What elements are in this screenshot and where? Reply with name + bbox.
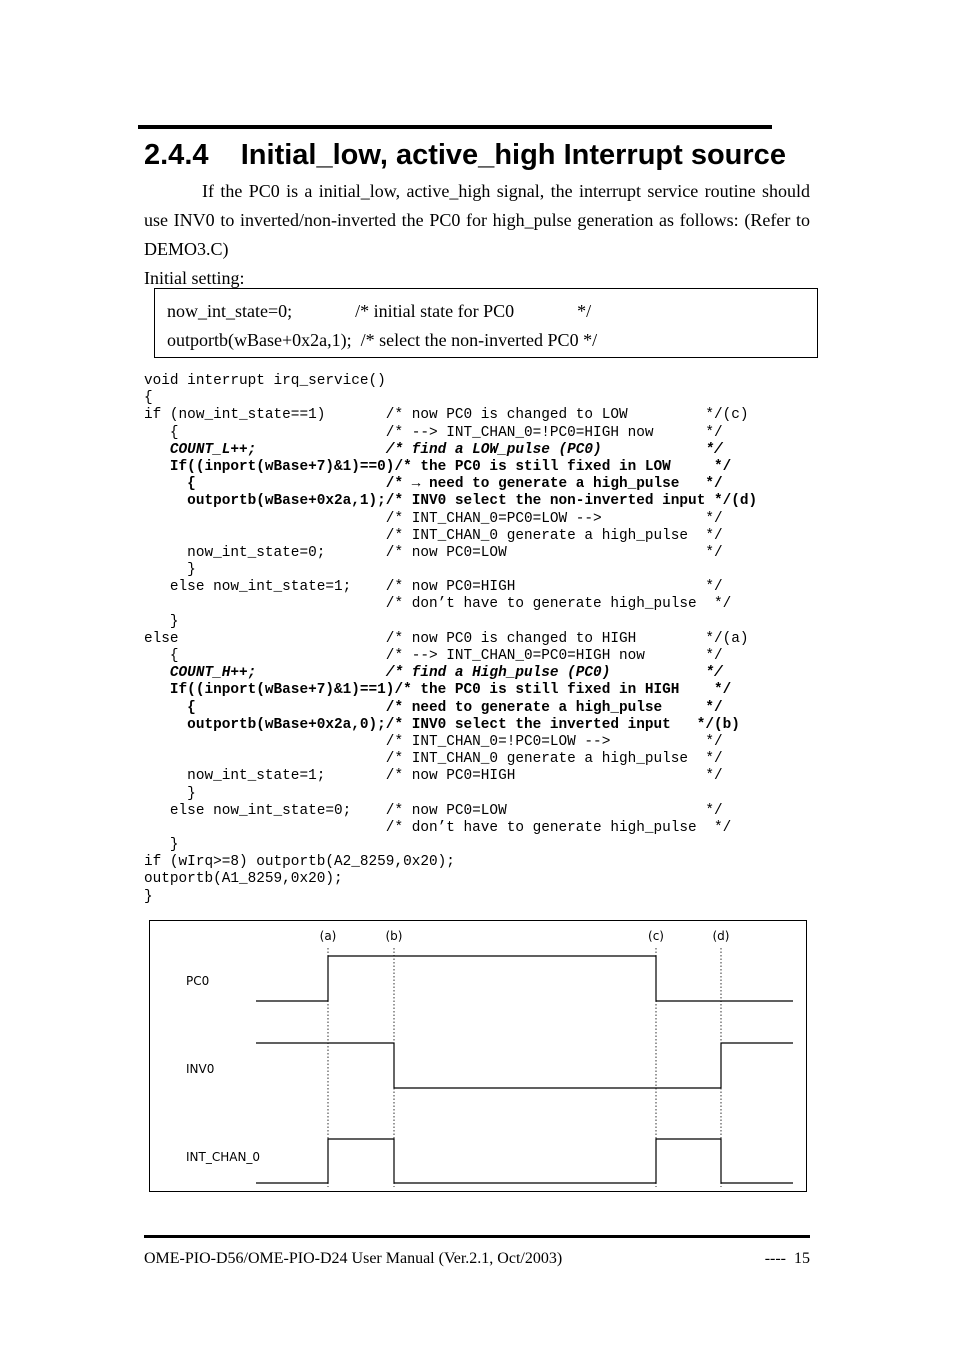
code-line: outportb(wBase+0x2a,0);/* INV0 select the inverted input */(b) [144, 716, 740, 733]
code-line: /* INT_CHAN_0=PC0=LOW --> */ [144, 510, 723, 527]
signal-waveform [256, 956, 793, 1001]
code-line: } [144, 837, 179, 854]
code-line: { /* → need to generate a high_pulse */ [144, 476, 723, 493]
section-number: 2.4.4 [144, 139, 209, 171]
marker-label: (c) [648, 929, 664, 943]
initial-setting-line: now_int_state=0; /* initial state for PC0 */ [167, 301, 592, 321]
code-line: If((inport(wBase+7)&1)==0)/* the PC0 is still fixed in LOW */ [144, 458, 732, 475]
code-line: } [144, 785, 196, 802]
bottom-rule [144, 1235, 810, 1238]
code-line: If((inport(wBase+7)&1)==1)/* the PC0 is still fixed in HIGH */ [144, 682, 732, 699]
code-line: if (wIrq>=8) outportb(A2_8259,0x20); [144, 854, 455, 871]
code-line: /* don’t have to generate high_pulse */ [144, 819, 732, 836]
code-listing [144, 373, 757, 906]
footer-manual-title: OME-PIO-D56/OME-PIO-D24 User Manual (Ver.2.1, Oct/2003) [144, 1250, 563, 1267]
code-line: COUNT_L++; /* find a LOW_pulse (PC0) */ [144, 441, 723, 458]
timing-diagram [149, 920, 807, 1192]
section-heading [144, 139, 786, 172]
code-line: if (now_int_state==1) /* now PC0 is changed to LOW */(c) [144, 407, 749, 424]
code-line: outportb(A1_8259,0x20); [144, 871, 343, 888]
marker-label: (d) [712, 929, 730, 943]
initial-setting-box [154, 288, 818, 358]
signal-waveform [256, 1139, 793, 1183]
signal-label: INV0 [186, 1062, 215, 1076]
footer-page-number: ---- 15 [764, 1250, 810, 1267]
initial-setting-line: outportb(wBase+0x2a,1); /* select the non-inverted PC0 */ [167, 330, 598, 350]
code-line: COUNT_H++; /* find a High_pulse (PC0) */ [144, 665, 723, 682]
marker-label: (b) [385, 929, 403, 943]
initial-setting-label: Initial setting: [144, 268, 245, 288]
code-line: } [144, 888, 153, 905]
signal-label: PC0 [186, 974, 210, 988]
top-rule [138, 125, 772, 129]
code-line: /* don’t have to generate high_pulse */ [144, 596, 732, 613]
code-line: else now_int_state=0; /* now PC0=LOW */ [144, 802, 723, 819]
code-line: else now_int_state=1; /* now PC0=HIGH */ [144, 579, 723, 596]
code-line: /* INT_CHAN_0 generate a high_pulse */ [144, 527, 723, 544]
code-line: now_int_state=0; /* now PC0=LOW */ [144, 544, 723, 561]
code-line: outportb(wBase+0x2a,1);/* INV0 select the non-inverted input */(d) [144, 493, 758, 510]
intro-paragraph: If the PC0 is a initial_low, active_high signal, the interrupt service routine should use INV0 to inverted/non-inverted the PC0 for high_pulse generation as follows: (Refer to DEMO3.C) [144, 181, 810, 259]
code-line: else /* now PC0 is changed to HIGH */(a) [144, 630, 749, 647]
code-line: } [144, 562, 196, 579]
section-title: Initial_low, active_high Interrupt source [240, 139, 786, 171]
code-line: now_int_state=1; /* now PC0=HIGH */ [144, 768, 723, 785]
timing-diagram-canvas [150, 921, 806, 1191]
code-line: /* INT_CHAN_0 generate a high_pulse */ [144, 751, 723, 768]
signal-waveform [256, 1043, 793, 1088]
code-line: { [144, 390, 153, 407]
code-line: { /* need to generate a high_pulse */ [144, 699, 723, 716]
code-line: void interrupt irq_service() [144, 373, 386, 389]
marker-label: (a) [319, 929, 337, 943]
code-line: { /* --> INT_CHAN_0=PC0=HIGH now */ [144, 648, 723, 664]
code-line: } [144, 613, 179, 630]
signal-label: INT_CHAN_0 [186, 1150, 261, 1164]
code-line: /* INT_CHAN_0=!PC0=LOW --> */ [144, 733, 723, 750]
code-line: { /* --> INT_CHAN_0=!PC0=HIGH now */ [144, 424, 723, 441]
